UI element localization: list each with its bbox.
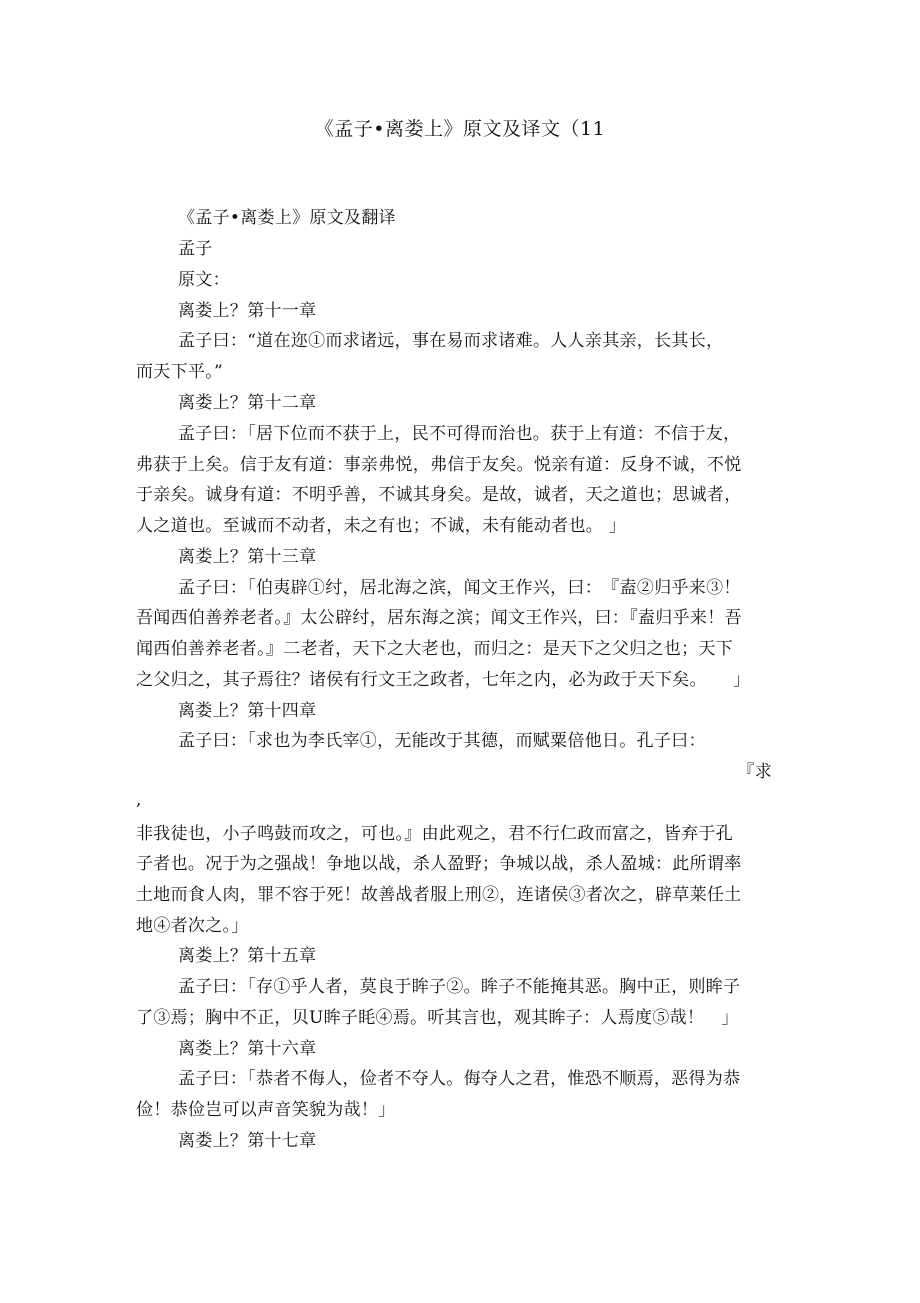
document-title: 《孟子•离娄上》原文及译文（11 (314, 118, 606, 140)
paragraph-line: 孟子曰：「恭者不侮人，俭者不夺人。侮夺人之君，惟恐不顺焉，恶得为恭 (178, 1069, 741, 1089)
chapter-heading: 离娄上？第十四章 (178, 701, 317, 721)
author-line: 孟子 (178, 239, 213, 259)
paragraph-line: 而天下平。” (136, 362, 223, 382)
paragraph-line: 闻西伯善养老者。』二老者，天下之大老也，而归之：是天下之父归之也；天下 (136, 639, 733, 659)
stray-comma: , (136, 790, 142, 810)
paragraph-line: 孟子曰：「存①乎人者，莫良于眸子②。眸子不能掩其恶。胸中正，则眸子 (178, 977, 741, 997)
chapter-heading: 离娄上？第十一章 (178, 301, 317, 321)
chapter-heading: 离娄上？第十六章 (178, 1039, 317, 1059)
paragraph-line: 于亲矣。诚身有道：不明乎善，不诚其身矣。是故，诚者，天之道也；思诚者， (136, 485, 742, 505)
paragraph-line: 子者也。况于为之强战！争地以战，杀人盈野；争城以战，杀人盈城：此所谓率 (136, 854, 742, 874)
paragraph-line: 吾闻西伯善养老者。』太公辟纣，居东海之滨；闻文王作兴，曰：『盍归乎来！吾 (136, 608, 742, 628)
chapter-heading: 离娄上？第十二章 (178, 393, 317, 413)
paragraph-line: 孟子曰：“道在迩①而求诸远，事在易而求诸难。人人亲其亲，长其长， (178, 331, 724, 351)
paragraph-line: 了③焉；胸中不正，贝U眸子眊④焉。听其言也，观其眸子：人焉度⑤哉！ 」 (136, 1008, 739, 1028)
chapter-heading: 离娄上？第十五章 (178, 946, 317, 966)
subtitle-line: 《孟子•离娄上》原文及翻译 (178, 208, 396, 228)
paragraph-line: 土地而食人肉，罪不容于死！故善战者服上刑②，连诸侯③者次之，辟草莱任土 (136, 885, 742, 905)
paragraph-line: 孟子曰：「伯夷辟①纣，居北海之滨，闻文王作兴，曰： 『盍②归乎来③！ (178, 578, 741, 598)
chapter-heading: 离娄上？第十三章 (178, 547, 317, 567)
paragraph-line: 俭！恭俭岂可以声音笑貌为哉！」 (136, 1100, 396, 1120)
chapter-heading: 离娄上？第十七章 (178, 1131, 317, 1151)
section-label: 原文： (178, 270, 230, 290)
paragraph-line: 地④者次之。」 (136, 916, 249, 936)
paragraph-line: 『求 (737, 762, 772, 782)
paragraph-line: 弗获于上矣。信于友有道：事亲弗悦，弗信于友矣。悦亲有道：反身不诚，不悦 (136, 455, 742, 475)
paragraph-line: 孟子曰：「居下位而不获于上，民不可得而治也。获于上有道：不信于友， (178, 424, 741, 444)
paragraph-line: 人之道也。至诚而不动者，未之有也；不诚，未有能动者也。 」 (136, 516, 627, 536)
paragraph-line: 非我徒也，小子鸣鼓而攻之，可也。』由此观之，君不行仁政而富之，皆弃于孔 (136, 824, 733, 844)
paragraph-line: 之父归之，其子焉往？诸侯有行文王之政者，七年之内，必为政于天下矣。 」 (136, 670, 751, 690)
paragraph-line: 孟子曰：「求也为李氏宰①，无能改于其德，而赋粟倍他日。孔子曰： (178, 731, 706, 751)
